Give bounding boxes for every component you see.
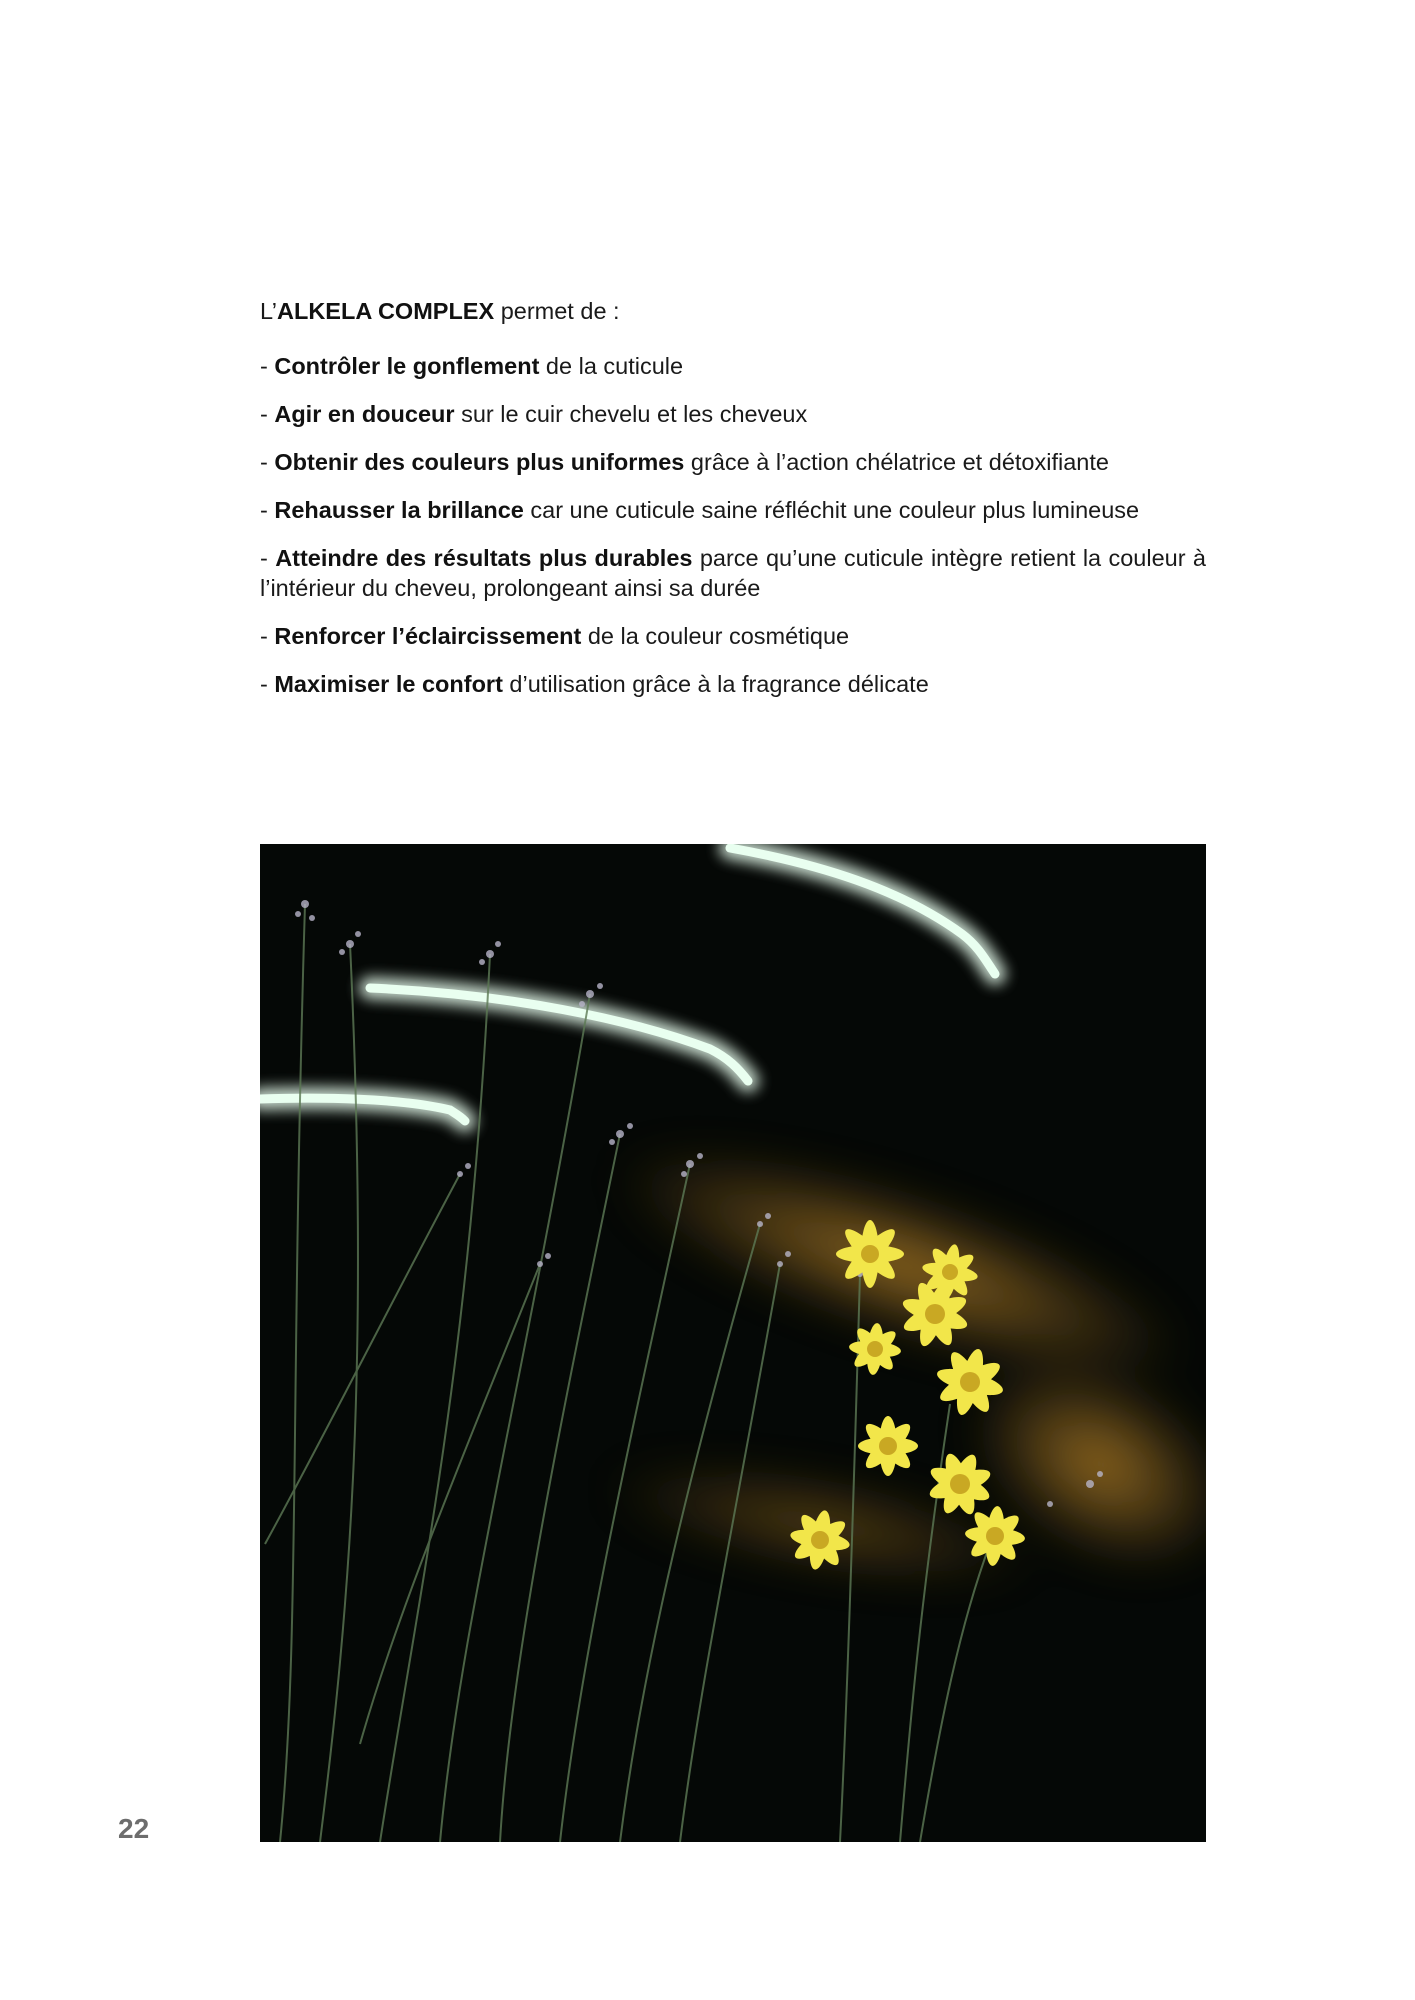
intro-line xyxy=(260,296,1206,326)
bullet-bold: Atteindre des résultats plus durables xyxy=(275,545,693,571)
list-item xyxy=(260,351,1206,381)
bullet-dash: - xyxy=(260,401,275,427)
bullet-bold: Maximiser le confort xyxy=(274,671,503,697)
bullet-dash: - xyxy=(260,545,276,571)
list-item xyxy=(260,447,1206,477)
list-item xyxy=(260,543,1206,603)
bullet-bold: Rehausser la brillance xyxy=(274,497,524,523)
bullet-rest: car une cuticule saine réfléchit une couleur plus lumineuse xyxy=(523,497,1140,523)
bullet-dash: - xyxy=(260,497,275,523)
bullet-rest: parce qu’une cuticule intègre retient la couleur à l’intérieur du cheveu, prolongeant ainsi sa durée xyxy=(260,545,1206,601)
bullet-rest: grâce à l’action chélatrice et détoxifiante xyxy=(684,449,1109,475)
photo-illustration xyxy=(260,844,1206,1842)
list-item xyxy=(260,399,1206,429)
bullet-bold: Agir en douceur xyxy=(274,401,455,427)
bullet-dash: - xyxy=(260,449,275,475)
benefit-list xyxy=(260,351,1206,699)
bullet-rest: de la cuticule xyxy=(539,353,684,379)
bullet-rest: d’utilisation grâce à la fragrance délicate xyxy=(502,671,929,697)
list-item xyxy=(260,621,1206,651)
bullet-bold: Obtenir des couleurs plus uniformes xyxy=(274,449,685,475)
bullet-rest: de la couleur cosmétique xyxy=(581,623,850,649)
bullet-bold: Contrôler le gonflement xyxy=(274,353,540,379)
bullet-dash: - xyxy=(260,353,275,379)
intro-suffix: permet de : xyxy=(494,298,620,324)
page-number: 22 xyxy=(118,1813,150,1844)
brand-name: ALKELA COMPLEX xyxy=(277,298,495,324)
list-item xyxy=(260,495,1206,525)
bullet-rest: sur le cuir chevelu et les cheveux xyxy=(454,401,808,427)
text-block xyxy=(260,296,1206,717)
list-item xyxy=(260,669,1206,699)
bullet-bold: Renforcer l’éclaircissement xyxy=(274,623,582,649)
wildflowers-light-trails-photo xyxy=(260,844,1206,1842)
intro-prefix: L’ xyxy=(260,298,277,324)
bullet-dash: - xyxy=(260,671,275,697)
bullet-dash: - xyxy=(260,623,275,649)
